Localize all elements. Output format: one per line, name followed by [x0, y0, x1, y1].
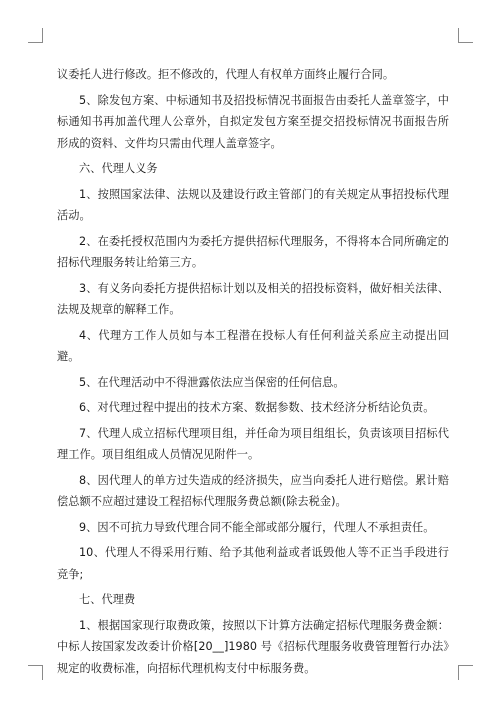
- crop-mark-top-right: [458, 28, 473, 43]
- crop-mark-bottom-right: [458, 665, 473, 680]
- paragraph-obligation-5: 5、在代理活动中不得泄露依法应当保密的任何信息。: [79, 375, 345, 389]
- document-body: [57, 64, 449, 683]
- crop-mark-top-left: [28, 28, 43, 43]
- paragraph-clause-5-seal: 5、除发包方案、中标通知书及招投标情况书面报告由委托人盖章签字，中标通知书再加盖代理人公章外，自拟定发包方案至提交招投标情况书面报告所形成的资料、文件均只需由代理人盖章签字。: [57, 93, 449, 150]
- paragraph-obligation-4: 4、代理方工作人员如与本工程潜在投标人有任何利益关系应主动提出回避。: [57, 328, 449, 363]
- paragraph-obligation-3: 3、有义务向委托方提供招标计划以及相关的招投标资料，做好相关法律、法规及规章的解释工作。: [57, 281, 449, 316]
- paragraph-fee-1: 1、根据国家现行取费政策，按照以下计算方法确定招标代理服务费金额：中标人按国家发改委计价格[20__]1980 号《招标代理服务收费管理暂行办法》规定的收费标准，向招标代理机构支付中标服务费。: [57, 618, 449, 675]
- paragraph-obligation-6: 6、对代理过程中提出的技术方案、数据参数、技术经济分析结论负责。: [79, 401, 435, 414]
- crop-mark-bottom-left: [28, 665, 43, 680]
- paragraph-obligation-9: 9、因不可抗力导致代理合同不能全部或部分履行，代理人不承担责任。: [79, 520, 435, 534]
- paragraph-obligation-7: 7、代理人成立招标代理项目组，并任命为项目组组长，负责该项目招标代理工作。项目组组成人员情况见附件一。: [57, 426, 449, 461]
- section-heading-agency-fee: 七、代理费: [79, 593, 136, 606]
- paragraph-obligation-1: 1、按照国家法律、法规以及建设行政主管部门的有关规定从事招投标代理活动。: [57, 187, 449, 222]
- paragraph-obligation-2: 2、在委托授权范围内为委托方提供招标代理服务，不得将本合同所确定的招标代理服务转让给第三方。: [57, 234, 449, 269]
- paragraph-continuation: 议委托人进行修改。拒不修改的，代理人有权单方面终止履行合同。: [57, 68, 395, 81]
- paragraph-obligation-10: 10、代理人不得采用行贿、给予其他利益或者诋毁他人等不正当手段进行竞争;: [57, 546, 449, 581]
- paragraph-obligation-8: 8、因代理人的单方过失造成的经济损失，应当向委托人进行赔偿。累计赔偿总额不应超过建设工程招标代理服务费总额(除去税金)。: [57, 473, 449, 508]
- section-heading-agent-obligations: 六、代理人义务: [79, 162, 158, 175]
